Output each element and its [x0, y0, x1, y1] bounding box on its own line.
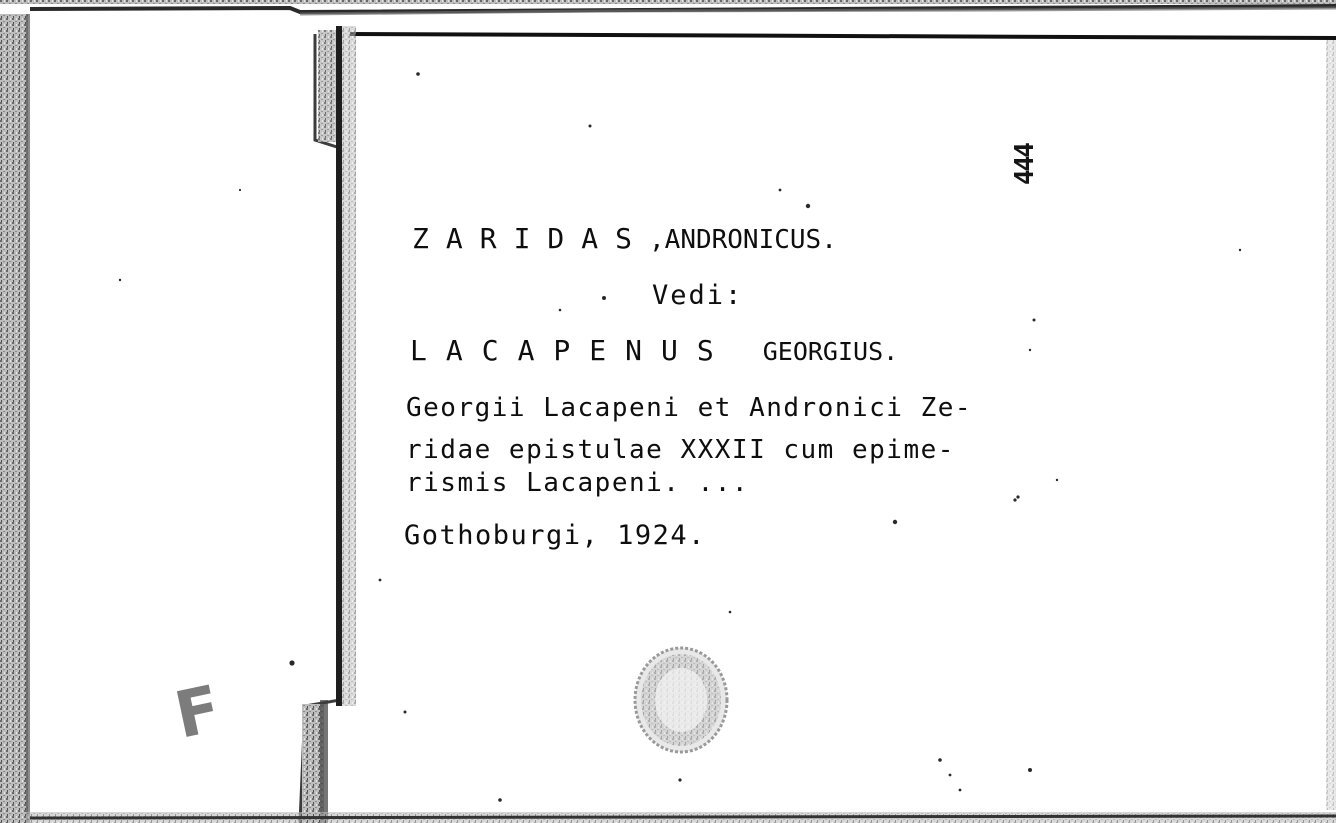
heading-name	[412, 222, 837, 255]
drawer-letter-stamp: F	[168, 672, 227, 754]
title-line: ridae epistulae XXXII cum epime-	[406, 435, 955, 465]
main-entry-name	[410, 334, 898, 367]
title-line: rismis Lacapeni. ...	[406, 468, 750, 498]
imprint: Gothoburgi, 1924.	[404, 520, 706, 551]
entry-given-name: GEORGIUS.	[762, 337, 899, 366]
entry-surname: LACAPENUS	[410, 334, 733, 367]
see-reference: Vedi:	[652, 280, 744, 311]
left-border	[0, 0, 28, 823]
title-line: Georgii Lacapeni et Andronici Ze-	[406, 393, 973, 423]
card-tab-shadow	[318, 30, 336, 142]
punch-hole-icon	[635, 648, 727, 752]
heading-surname: ZARIDAS	[412, 222, 650, 255]
catalog-number: 444	[1010, 144, 1040, 185]
heading-given-name: ,ANDRONICUS.	[649, 225, 837, 255]
